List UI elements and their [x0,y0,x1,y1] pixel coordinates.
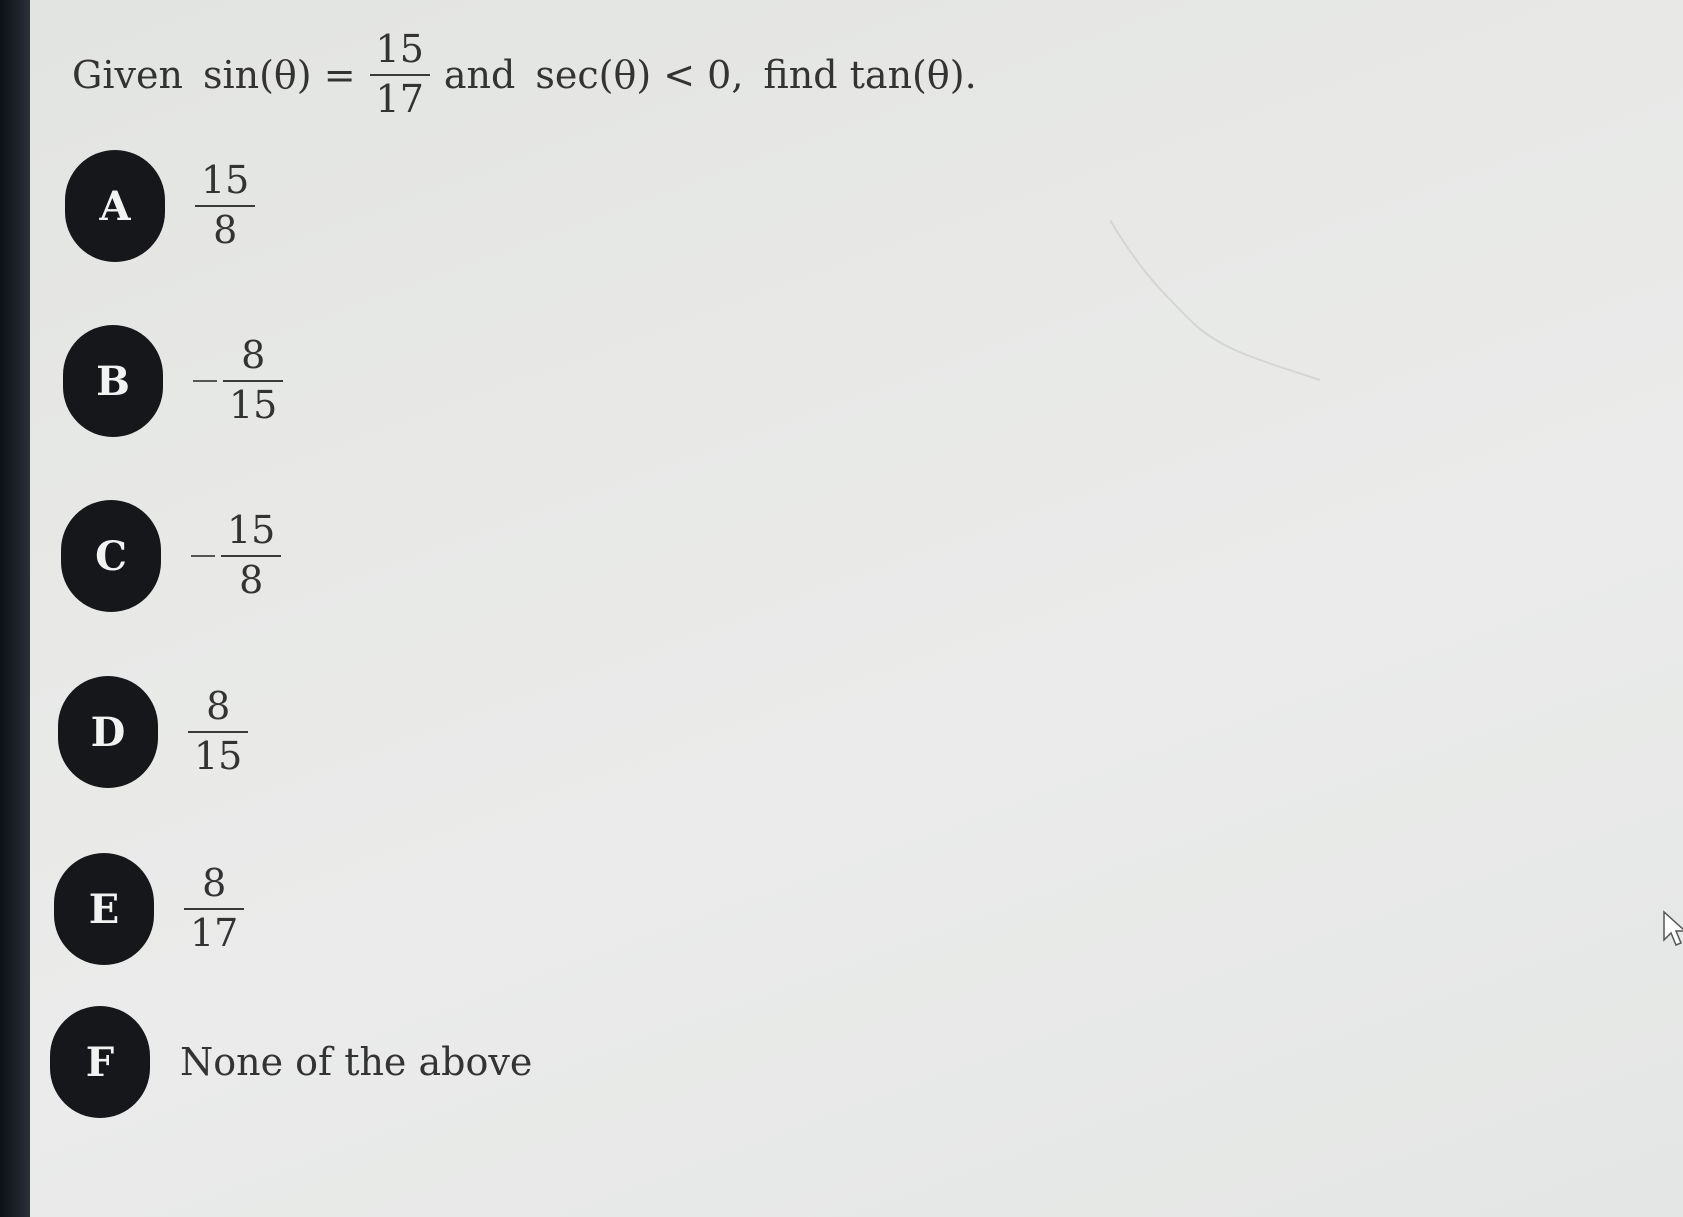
option-f[interactable] [50,1006,532,1118]
question-sin-denominator: 17 [375,76,424,121]
question-middle: and [443,52,516,97]
option-a[interactable] [65,150,255,262]
monitor-bezel [0,0,30,1217]
option-e-denominator: 17 [190,911,239,955]
fraction-bar [195,205,255,207]
option-e-numerator: 8 [202,861,227,906]
option-e-badge[interactable]: E [54,853,154,965]
question-sin-expr: sin(θ) = [202,52,356,97]
option-d-badge[interactable]: D [58,676,158,788]
option-b-numerator: 8 [241,333,266,378]
option-c-minus-sign [191,555,215,557]
option-c-denominator: 8 [239,558,264,602]
option-f-text: None of the above [180,1040,533,1084]
option-f-badge[interactable]: F [50,1006,150,1118]
option-a-badge[interactable]: A [65,150,165,262]
option-b-minus-sign [193,380,217,382]
question-prompt [72,27,977,121]
fraction-bar [223,380,283,382]
fraction-bar [370,74,430,76]
option-a-answer[interactable] [195,158,255,252]
option-f-answer[interactable] [180,1040,532,1084]
option-b-fraction [223,333,283,427]
question-suffix: find tan(θ). [763,52,977,97]
mouse-pointer-icon [1662,910,1683,950]
option-c-fraction [221,508,281,602]
quiz-screen [30,0,1683,1217]
option-c-answer[interactable] [191,508,281,602]
fraction-bar [184,908,244,910]
option-c-numerator: 15 [227,508,276,553]
option-d[interactable] [58,676,248,788]
option-a-denominator: 8 [213,208,238,252]
fraction-bar [221,555,281,557]
option-d-answer[interactable] [188,684,248,778]
option-c-badge[interactable]: C [61,500,161,612]
question-prefix: Given [72,52,183,97]
option-b-denominator: 15 [229,383,278,427]
option-a-fraction [195,158,255,252]
option-d-fraction [188,684,248,778]
fraction-bar [188,731,248,733]
question-sin-numerator: 15 [375,27,424,71]
question-sin-fraction [370,27,430,121]
option-d-numerator: 8 [206,684,231,729]
option-e-fraction [184,861,244,955]
question-sec-expr: sec(θ) < 0, [535,52,744,97]
option-e-answer[interactable] [184,861,244,955]
option-e[interactable] [54,853,244,965]
option-c[interactable] [61,500,281,612]
option-a-numerator: 15 [201,158,250,203]
option-b[interactable] [63,325,283,437]
screen-scratch [1110,210,1330,390]
option-d-denominator: 15 [194,734,243,778]
option-b-answer[interactable] [193,333,283,427]
option-b-badge[interactable]: B [63,325,163,437]
